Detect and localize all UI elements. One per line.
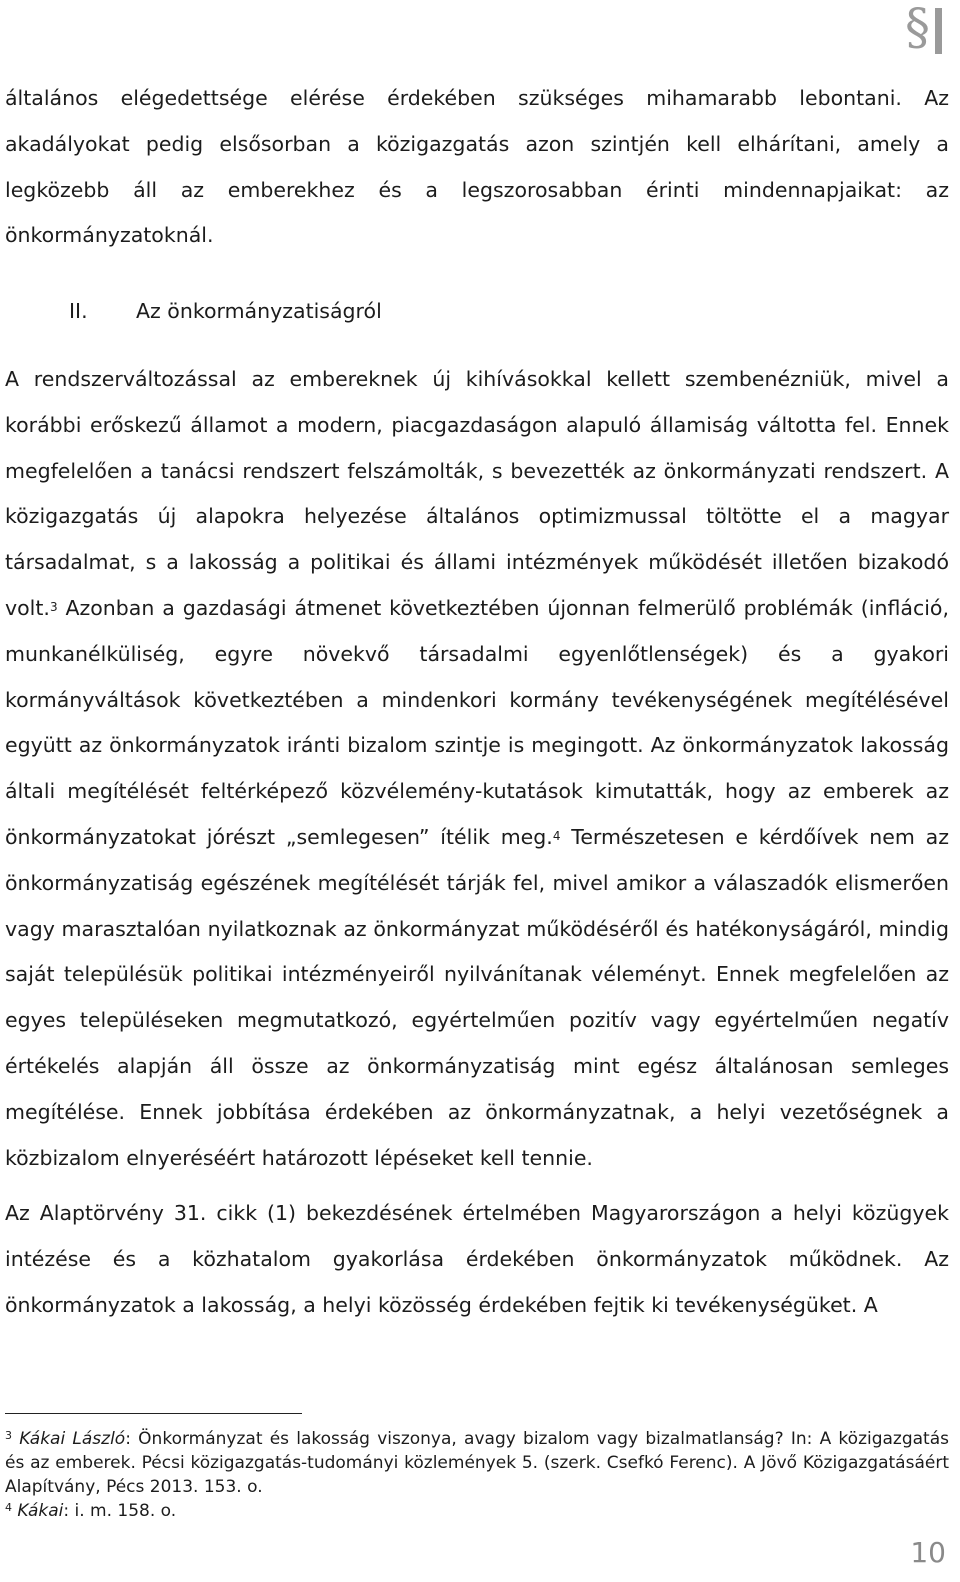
page-number: 10 bbox=[910, 1536, 946, 1569]
paragraph-text: Természetesen e kérdőívek nem az önkormányzatiság egészének megítélését tárják fel, mivel amikor a válaszadók elismerően vagy marasztalóan nyilatkoznak az önkormányzat működéséről és hatékonyságáról, mindig saját településük politikai intézményeiről nyilvánítanak véleményt. Ennek megfelelően az egyes településeken megmutatkozó, egyértelműen pozitív vagy egyértelműen negatív értékelés alapján áll össze az önkormányzatiság mint egész általánosan semleges megítélése. Ennek jobbítása érdekében az önkormányzatnak, a helyi vezetőségnek a közbizalom elnyeréséért határozott lépéseket kell tennie. bbox=[5, 824, 949, 1170]
footnote-3 bbox=[5, 1427, 949, 1499]
footnote-ref-3[interactable]: 3 bbox=[49, 599, 58, 614]
footnote-separator bbox=[5, 1413, 302, 1414]
paragraph-text: A rendszerváltozással az embereknek új kihívásokkal kellett szembenézniük, mivel a korábbi erőskezű államot a modern, piacgazdaságon alapuló államiság váltotta fel. Ennek megfelelően a tanácsi rendszert felszámolták, s bevezették az önkormányzati rendszert. A közigazgatás új alapokra helyezése általános optimizmussal töltötte el a magyar társadalmat, s a lakosság a politikai és állami intézmények működését illetően bizakodó volt. bbox=[5, 366, 949, 620]
footnote-number: 3 bbox=[5, 1429, 12, 1442]
paragraph-text: Azonban a gazdasági átmenet következtében újonnan felmerülő problémák (infláció, munkanélküliség, egyre növekvő társadalmi egyenlőtlenségek) és a gyakori kormányváltások következtében a mindenkori kormány tevékenységének megítélésével együtt az önkormányzatok iránti bizalom szintje is megingott. Az önkormányzatok lakosság általi megítélését feltérképező közvélemény-kutatások kimutatták, hogy az emberek az önkormányzatokat jórészt „semlegesen” ítélik meg. bbox=[5, 595, 949, 849]
section-heading bbox=[5, 289, 949, 335]
footnote-4 bbox=[5, 1499, 949, 1523]
section-title: Az önkormányzatiságról bbox=[136, 299, 382, 324]
footnote-text: : i. m. 158. o. bbox=[63, 1501, 177, 1521]
paragraph-intro-continued: általános elégedettsége elérése érdekében szükséges mihamarabb lebontani. Az akadályokat pedig elsősorban a közigazgatás azon szintjén kell elhárítani, amely a legközebb áll az emberekhez és a legszorosabban érinti mindennapjaikat: az önkormányzatoknál. bbox=[5, 86, 949, 248]
footnote-number: 4 bbox=[5, 1501, 12, 1514]
section-sign-logo bbox=[905, 0, 930, 56]
footnotes bbox=[5, 1427, 949, 1523]
footnote-ref-4[interactable]: 4 bbox=[552, 828, 561, 843]
logo-bar bbox=[935, 8, 942, 54]
page-body bbox=[5, 76, 949, 1329]
section-number: II. bbox=[69, 299, 88, 324]
logo-glyph: § bbox=[905, 0, 930, 56]
paragraph-regime-change bbox=[5, 357, 949, 1181]
paragraph-fundamental-law: Az Alaptörvény 31. cikk (1) bekezdésének értelmében Magyarországon a helyi közügyek intézése és a közhatalom gyakorlása érdekében önkormányzatok működnek. Az önkormányzatok a lakosság, a helyi közösség érdekében fejtik ki tevékenységüket. A bbox=[5, 1201, 949, 1317]
footnote-author: Kákai bbox=[17, 1501, 64, 1521]
footnote-text: : Önkormányzat és lakosság viszonya, avagy bizalom vagy bizalmatlanság? In: A közigazgatás és az emberek. Pécsi közigazgatás-tudományi közlemények 5. (szerk. Csefkó Ferenc). A Jövő Közigazgatásáért Alapítvány, Pécs 2013. 153. o. bbox=[5, 1429, 949, 1497]
footnote-author: Kákai László bbox=[19, 1429, 126, 1449]
